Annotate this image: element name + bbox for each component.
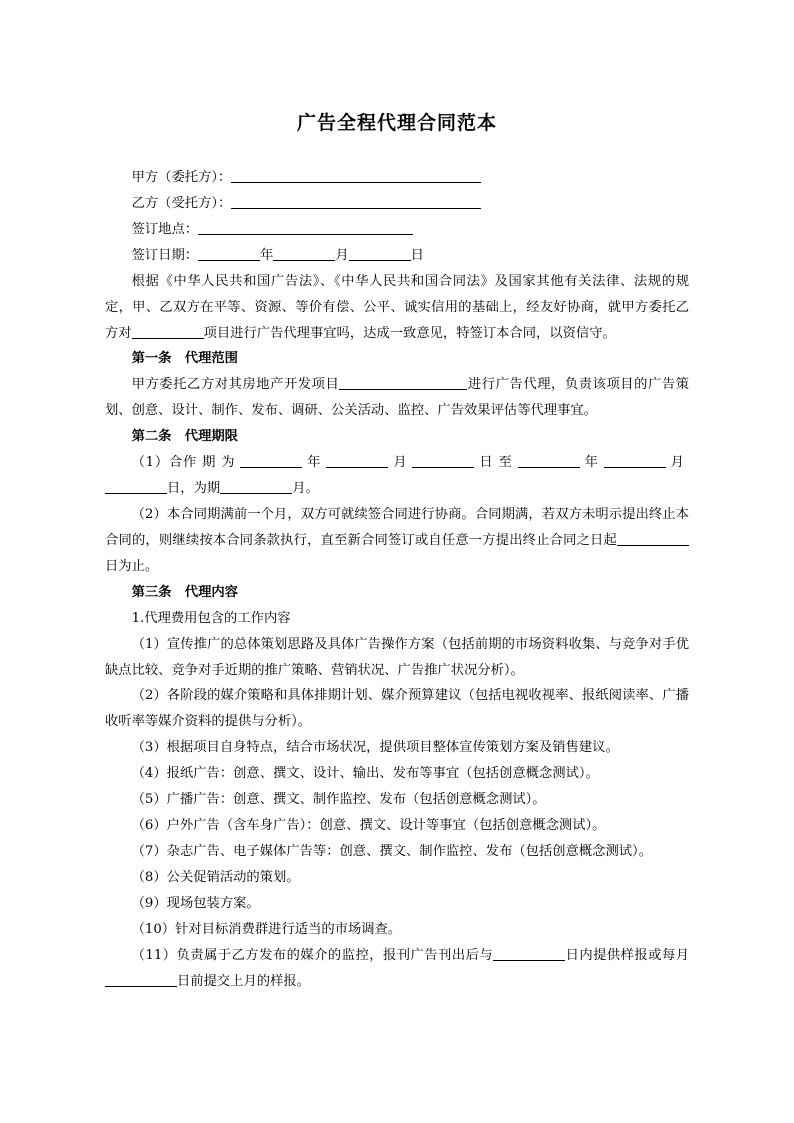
item-11-middle: 日内提供样报或每月 <box>565 947 690 963</box>
term-start-month-blank[interactable] <box>326 454 388 468</box>
term-start-year-blank[interactable] <box>240 454 302 468</box>
item-11-blank-2[interactable] <box>105 972 177 986</box>
section-3-item-11 <box>105 943 689 995</box>
section-3-item-4: （4）报纸广告：创意、撰文、设计、输出、发布等事宜（包括创意概念测试）。 <box>131 766 599 782</box>
section-2-paragraph-1: （1）合作 期 为 年 月 日 至 年 月 日，为期 月。 <box>105 450 689 502</box>
section-3-item-9: （9）现场包装方案。 <box>131 895 260 911</box>
sign-date-field <box>105 243 689 269</box>
section-1-title: 代理范围 <box>184 351 238 367</box>
section-2-number: 第二条 <box>131 429 172 445</box>
sign-location-field <box>105 217 689 243</box>
section-3-item-0: 1.代理费用包含的工作内容 <box>131 610 291 626</box>
section-1-paragraph-1 <box>105 372 689 424</box>
term-end-month-blank[interactable] <box>604 454 666 468</box>
section-2-heading <box>105 424 689 450</box>
sign-date-year-blank[interactable] <box>198 246 260 260</box>
section-3-item-5: （5）广播广告：创意、撰文、制作监控、发布（包括创意概念测试）。 <box>131 792 546 808</box>
term-end-day-blank[interactable] <box>105 480 167 494</box>
sign-date-label: 签订日期： <box>131 247 199 263</box>
section-3-title: 代理内容 <box>184 584 238 600</box>
sign-location-blank[interactable] <box>198 221 413 235</box>
term-end-year-blank[interactable] <box>518 454 580 468</box>
party-a-field <box>105 165 689 191</box>
section-3-item-3: （3）根据项目自身特点，结合市场状况，提供项目整体宣传策划方案及销售建议。 <box>131 740 619 756</box>
page-title: 广告全程代理合同范本 <box>296 112 497 134</box>
sign-location-label: 签订地点： <box>131 221 199 237</box>
sign-date-month-unit: 月 <box>335 247 349 263</box>
section-1-heading <box>105 346 689 372</box>
term-start-day-blank[interactable] <box>412 454 474 468</box>
section-2-title: 代理期限 <box>184 429 238 445</box>
section-1-text-after: 进行广告代理，负责该项目的广告策划、创意、设计、制作、发布、调研、公关活动、监控、广告效果评估等代理事宜。 <box>105 377 690 419</box>
party-b-label: 乙方（受托方）： <box>131 195 232 211</box>
section-3-item-10: （10）针对目标消费群进行适当的市场调查。 <box>131 921 402 937</box>
section-3-item-1: （1）宣传推广的总体策划思路及具体广告操作方案（包括前期的市场资料收集、与竞争对手优缺点比较、竞争对手近期的推广策略、营销状况、广告推广状况分析）。 <box>105 636 689 678</box>
sign-date-day-unit: 日 <box>410 247 424 263</box>
section-3-item-7: （7）杂志广告、电子媒体广告等：创意、撰文、制作监控、发布（包括创意概念测试）。 <box>131 843 652 859</box>
party-a-label: 甲方（委托方）： <box>131 170 232 185</box>
section-1-project-blank[interactable] <box>339 376 467 390</box>
sign-date-month-blank[interactable] <box>273 246 335 260</box>
item-11-after: 日前提交上月的样报。 <box>177 973 310 989</box>
section-3-heading <box>105 580 689 606</box>
termination-days-blank[interactable] <box>617 532 689 546</box>
preamble-text-2: 项目进行广告代理事宜吗，达成一致意见，特签订本合同，以资信守。 <box>203 325 616 341</box>
sign-date-day-blank[interactable] <box>349 246 411 260</box>
section-3-item-6: （6）户外广告（含车身广告）：创意、撰文、设计等事宜（包括创意概念测试）。 <box>131 818 606 834</box>
item-11-blank-1[interactable] <box>493 946 565 960</box>
preamble-paragraph <box>105 269 689 347</box>
section-1-number: 第一条 <box>131 351 172 367</box>
preamble-project-blank[interactable] <box>132 324 204 338</box>
item-11-before: （11）负责属于乙方发布的媒介的监控，报刊广告刊出后与 <box>131 947 494 963</box>
section-1-text-before: 甲方委托乙方对其房地产开发项目 <box>131 377 340 393</box>
preamble-text-1: 根据《中华人民共和国广告法》、《中华人民共和国合同法》及国家其他有关法律、法规的规定，甲、乙双方在平等、资源、等价有偿、公平、诚实信用的基础上，经友好协商，就甲方委托乙方对 <box>105 273 689 341</box>
party-a-blank[interactable] <box>231 169 481 183</box>
section-2-paragraph-2: （2）本合同期满前一个月，双方可就续签合同进行协商。合同期满，若双方未明示提出终止本合同的，则继续按本合同条款执行，直至新合同签订或自任意一方提出终止合同之日起日为止。 <box>105 506 689 574</box>
section-3-item-2: （2）各阶段的媒介策略和具体排期计划、媒介预算建议（包括电视收视率、报纸阅读率、广播收听率等媒介资料的提供与分析）。 <box>105 688 689 730</box>
term-duration-blank[interactable] <box>220 480 292 494</box>
sign-date-year-unit: 年 <box>260 247 274 263</box>
party-b-blank[interactable] <box>231 195 481 209</box>
section-3-number: 第三条 <box>131 584 172 600</box>
section-3-item-8: （8）公关促销活动的策划。 <box>131 869 300 885</box>
party-b-field <box>105 191 689 217</box>
